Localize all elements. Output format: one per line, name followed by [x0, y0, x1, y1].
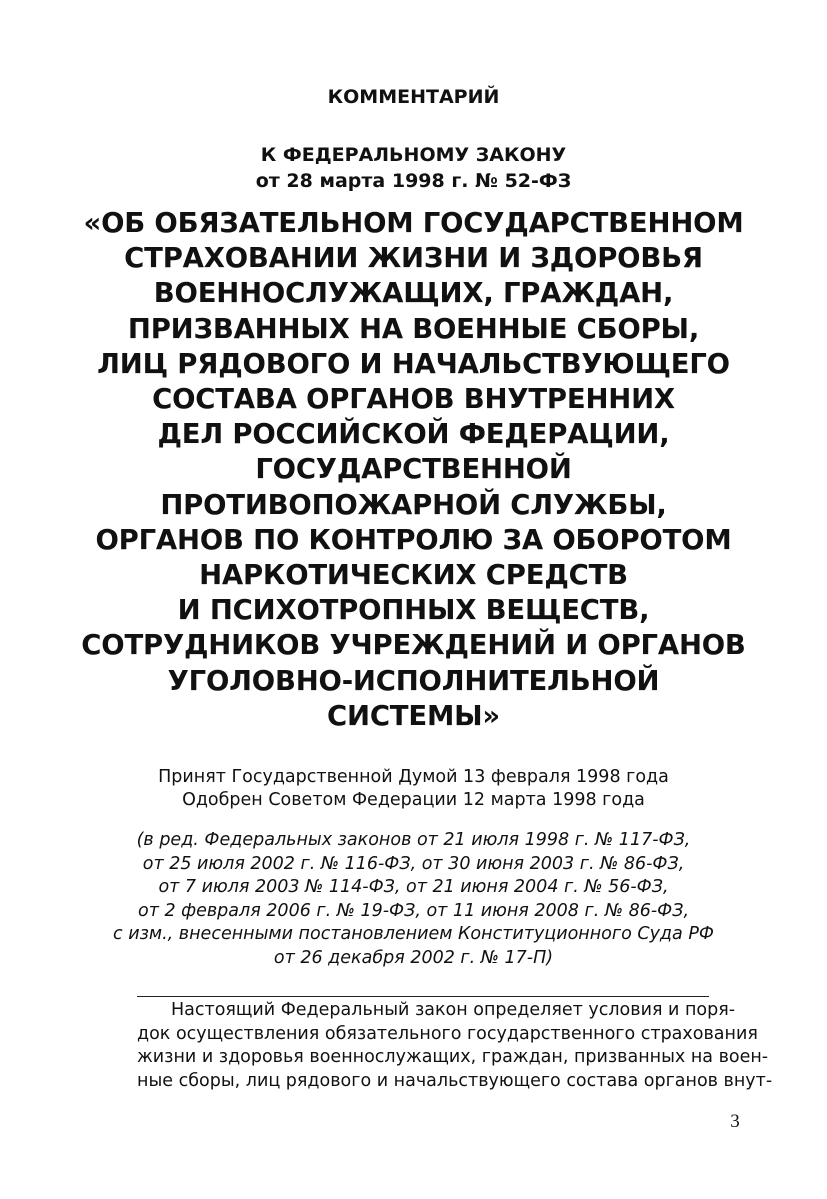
law-title-line: СОСТАВА ОРГАНОВ ВНУТРЕННИХ [152, 383, 675, 416]
section-divider [137, 996, 709, 997]
amendments-line: (в ред. Федеральных законов от 21 июля 1998 г. № 117-ФЗ, [136, 830, 691, 850]
amendments-line: с изм., внесенными постановлением Конституционного Суда РФ [113, 924, 714, 944]
body-line: ные сборы, лиц рядового и начальствующего состава органов внут- [137, 1070, 773, 1091]
law-title-line: ПРОТИВОПОЖАРНОЙ СЛУЖБЫ, [160, 488, 667, 521]
law-title [0, 206, 827, 734]
law-title-line: СТРАХОВАНИИ ЖИЗНИ И ЗДОРОВЬЯ [124, 242, 703, 275]
amendments-line: от 26 декабря 2002 г. № 17-П) [273, 947, 554, 968]
law-title-line: СОТРУДНИКОВ УЧРЕЖДЕНИЙ И ОРГАНОВ [81, 629, 746, 662]
page-number: 3 [730, 1111, 740, 1132]
law-title-line: ДЕЛ РОССИЙСКОЙ ФЕДЕРАЦИИ, [157, 418, 670, 451]
adoption-line: Одобрен Советом Федерации 12 марта 1998 года [182, 790, 645, 810]
law-title-line: И ПСИХОТРОПНЫХ ВЕЩЕСТВ, [177, 594, 650, 627]
law-title-line: ГОСУДАРСТВЕННОЙ [255, 453, 572, 486]
law-title-line: ОРГАНОВ ПО КОНТРОЛЮ ЗА ОБОРОТОМ [95, 523, 732, 556]
amendments-line: от 25 июля 2002 г. № 116-ФЗ, от 30 июня 2003 г. № 86-ФЗ, [142, 853, 685, 874]
law-title-line: ЛИЦ РЯДОВОГО И НАЧАЛЬСТВУЮЩЕГО [97, 347, 730, 380]
law-reference-line: от 28 марта 1998 г. № 52-ФЗ [255, 170, 572, 192]
law-title-line: ПРИЗВАННЫХ НА ВОЕННЫЕ СБОРЫ, [127, 312, 700, 345]
law-title-line: НАРКОТИЧЕСКИХ СРЕДСТВ [199, 559, 628, 592]
adoption-line: Принят Государственной Думой 13 февраля 1998 года [158, 767, 669, 787]
commentary-heading: КОММЕНТАРИЙ [327, 86, 500, 108]
body-line: жизни и здоровья военнослужащих, граждан, призванных на воен- [137, 1047, 769, 1067]
adoption-info [0, 766, 827, 812]
amendments-line: от 7 июля 2003 № 114-ФЗ, от 21 июня 2004 г. № 56-ФЗ, [158, 877, 669, 897]
law-title-line: СИСТЕМЫ» [327, 699, 500, 732]
law-reference-line: К ФЕДЕРАЛЬНОМУ ЗАКОНУ [260, 144, 567, 166]
amendments-line: от 2 февраля 2006 г. № 19-ФЗ, от 11 июня 2008 г. № 86-ФЗ, [137, 900, 690, 921]
law-reference [0, 142, 827, 194]
body-line: Настоящий Федеральный закон определяет условия и поря- [171, 1000, 736, 1020]
body-line: док осуществления обязательного государственного страхования [137, 1023, 758, 1044]
body-paragraph [137, 999, 773, 1093]
law-title-line: ВОЕННОСЛУЖАЩИХ, ГРАЖДАН, [153, 277, 674, 310]
law-title-line: «ОБ ОБЯЗАТЕЛЬНОМ ГОСУДАРСТВЕННОМ [83, 207, 744, 239]
law-title-line: УГОЛОВНО-ИСПОЛНИТЕЛЬНОЙ [167, 664, 660, 697]
amendments-note [0, 829, 827, 970]
